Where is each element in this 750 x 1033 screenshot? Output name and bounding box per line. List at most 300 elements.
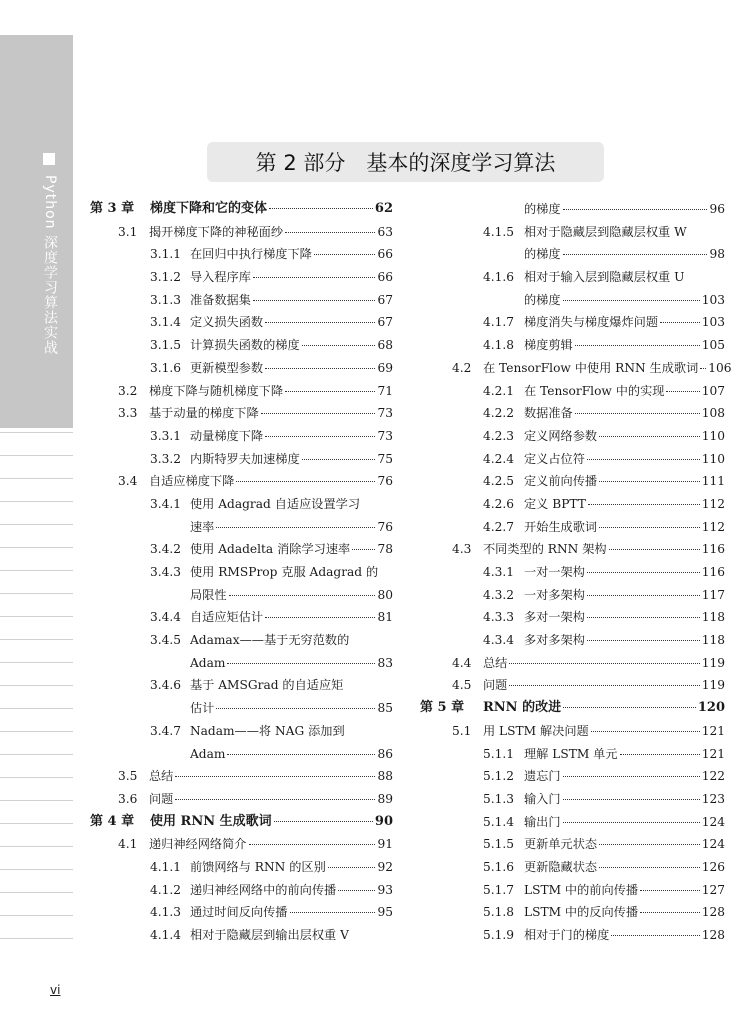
toc-entry-page: 96 <box>709 202 725 216</box>
toc-entry-title: 问题 <box>483 678 508 693</box>
toc-entry-title: 在回归中执行梯度下降 <box>190 247 312 262</box>
dot-leader <box>509 663 699 664</box>
dot-leader <box>175 799 375 800</box>
toc-entry-number: 4.2.6 <box>483 496 515 511</box>
toc-entry-title: RNN 的改进 <box>483 700 562 716</box>
toc-entry-number: 5.1.5 <box>483 837 515 852</box>
toc-entry <box>420 516 725 539</box>
side-rule <box>0 662 73 663</box>
dot-leader <box>314 254 376 255</box>
side-rule <box>0 800 73 801</box>
toc-entry <box>420 243 725 266</box>
toc-entry-page: 110 <box>701 428 725 443</box>
side-rule <box>0 938 73 939</box>
toc-entry <box>420 402 725 425</box>
toc-entry-title: 遗忘门 <box>524 769 561 784</box>
toc-entry-number: 3.1.5 <box>150 338 182 353</box>
toc-entry <box>90 652 393 675</box>
toc-entry-title: 计算损失函数的梯度 <box>190 338 300 353</box>
side-rule <box>0 708 73 709</box>
toc-entry <box>420 334 725 357</box>
toc-entry-title: 使用 Adagrad 自适应设置学习 <box>190 496 361 511</box>
toc-entry-page: 121 <box>701 746 725 761</box>
toc-entry <box>420 584 725 607</box>
toc-entry-number: 3.3.2 <box>150 451 182 466</box>
toc-entry <box>420 879 725 902</box>
dot-leader <box>587 640 700 641</box>
dot-leader <box>611 935 699 936</box>
toc-entry-number: 5.1.2 <box>483 769 515 784</box>
toc-entry-title: 动量梯度下降 <box>190 428 264 443</box>
toc-entry <box>420 606 725 629</box>
side-rule <box>0 639 73 640</box>
toc-entry-number: 3.5 <box>118 769 138 784</box>
toc-entry-number: 4.3.1 <box>483 565 515 579</box>
toc-entry <box>90 901 393 924</box>
toc-entry <box>90 538 393 561</box>
dot-leader <box>175 776 375 777</box>
dot-leader <box>269 208 373 209</box>
toc-chapter-entry <box>420 697 725 720</box>
toc-entry-number: 5.1 <box>452 723 472 738</box>
toc-entry <box>90 629 393 652</box>
toc-entry-title: 的梯度 <box>524 202 561 216</box>
dot-leader <box>587 617 700 618</box>
toc-entry <box>90 357 393 380</box>
side-rule <box>0 478 73 479</box>
toc-entry-title: 定义网络参数 <box>524 428 598 443</box>
toc-entry-page: 107 <box>701 383 725 398</box>
toc-entry <box>90 720 393 743</box>
toc-entry <box>90 924 393 947</box>
toc-entry-number: 4.1.5 <box>483 224 515 239</box>
dot-leader <box>563 776 700 777</box>
dot-leader <box>253 277 376 278</box>
toc-entry-title: 相对于隐藏层到输出层权重 V <box>190 928 349 942</box>
toc-entry-number: 4.1.6 <box>483 270 515 285</box>
toc-entry-number: 3.4.3 <box>150 565 182 579</box>
toc-entry-page: 78 <box>377 542 393 557</box>
toc-right-column <box>420 198 732 947</box>
toc-entry-number: 4.3.2 <box>483 587 515 602</box>
toc-entry-page: 124 <box>701 814 725 829</box>
toc-entry-page: 128 <box>701 905 725 920</box>
toc-entry-page: 110 <box>701 451 725 466</box>
toc-entry-number: 4.1.8 <box>483 338 515 353</box>
toc-entry-number: 4.3.3 <box>483 610 515 625</box>
toc-entry <box>420 811 725 834</box>
toc-entry <box>420 765 725 788</box>
toc-entry-page: 119 <box>701 655 725 670</box>
toc-entry-page: 122 <box>701 769 725 784</box>
dot-leader <box>563 707 696 708</box>
toc-entry-title: LSTM 中的前向传播 <box>524 882 639 897</box>
part-title-banner <box>207 142 604 182</box>
toc-entry-page: 123 <box>701 791 725 806</box>
toc-entry-page: 91 <box>377 837 393 852</box>
toc-entry-number: 4.1.4 <box>150 928 182 942</box>
dot-leader <box>563 209 708 210</box>
toc-entry-number: 4.5 <box>452 678 472 693</box>
toc-entry <box>420 311 725 334</box>
toc-entry <box>420 833 725 856</box>
toc-entry-title: 定义 BPTT <box>524 496 586 511</box>
toc-entry <box>90 879 393 902</box>
dot-leader <box>609 549 700 550</box>
toc-entry <box>90 674 393 697</box>
toc-entry-page: 88 <box>377 769 393 784</box>
toc-entry-title: 不同类型的 RNN 架构 <box>483 542 607 557</box>
toc-entry-number: 3.3 <box>118 406 138 421</box>
dot-leader <box>265 617 375 618</box>
square-icon <box>43 153 55 165</box>
dot-leader <box>563 822 700 823</box>
dot-leader <box>588 504 700 505</box>
toc-entry-title: 梯度下降与随机梯度下降 <box>149 383 284 398</box>
side-rule <box>0 892 73 893</box>
dot-leader <box>265 368 375 369</box>
dot-leader <box>249 844 376 845</box>
toc-left-column <box>90 198 393 947</box>
toc-entry-number: 4.3.4 <box>483 633 515 648</box>
part-title: 第 2 部分 基本的深度学习算法 <box>255 151 556 175</box>
toc-entry-title: 总结 <box>149 769 174 784</box>
toc-entry-number: 4.1.1 <box>150 859 182 874</box>
side-rule <box>0 685 73 686</box>
dot-leader <box>274 821 373 822</box>
toc-entry <box>90 334 393 357</box>
toc-entry-title: 局限性 <box>190 587 227 602</box>
toc-entry-title: 递归神经网络中的前向传播 <box>190 882 337 897</box>
side-rule <box>0 593 73 594</box>
toc-entry-number: 3.4.6 <box>150 678 182 693</box>
toc-entry-page: 89 <box>377 791 393 806</box>
toc-entry-title: 的梯度 <box>524 292 561 307</box>
toc-entry-page: 124 <box>701 837 725 852</box>
toc-entry-number: 3.4 <box>118 474 138 489</box>
toc-entry-page: 112 <box>701 519 725 534</box>
toc-entry-title: Adam <box>190 746 226 761</box>
toc-entry-title: 梯度剪辑 <box>524 338 573 353</box>
toc-entry-page: 116 <box>701 565 725 579</box>
side-rule <box>0 823 73 824</box>
toc-chapter-entry <box>90 198 393 221</box>
toc-entry-title: 准备数据集 <box>190 292 251 307</box>
dot-leader <box>599 436 700 437</box>
toc-entry-title: 一对一架构 <box>524 565 585 579</box>
toc-entry <box>90 833 393 856</box>
toc-entry-number: 第 3 章 <box>90 201 135 216</box>
dot-leader <box>216 708 375 709</box>
dot-leader <box>302 345 376 346</box>
dot-leader <box>640 890 700 891</box>
toc-entry-number: 3.4.5 <box>150 633 182 648</box>
toc-entry-title: 问题 <box>149 791 174 806</box>
toc-entry-title: 使用 Adadelta 消除学习速率 <box>190 542 351 557</box>
toc-entry-title: 使用 RNN 生成歌词 <box>150 813 272 829</box>
toc-entry <box>420 924 725 947</box>
side-rule <box>0 915 73 916</box>
toc-entry-title: 多对多架构 <box>524 633 585 648</box>
toc-entry <box>420 538 725 561</box>
dot-leader <box>338 890 375 891</box>
toc-entry-number: 第 5 章 <box>420 700 465 716</box>
toc-entry-title: Adamax——基于无穷范数的 <box>190 633 350 648</box>
toc-entry-number: 3.6 <box>118 791 138 806</box>
toc-entry-title: 揭开梯度下降的神秘面纱 <box>149 224 284 239</box>
toc-entry-number: 3.1.6 <box>150 360 182 375</box>
toc-entry <box>90 584 393 607</box>
dot-leader <box>227 663 375 664</box>
toc-entry-page: 103 <box>701 315 725 330</box>
toc-entry-title: 定义损失函数 <box>190 315 264 330</box>
toc-entry-title: 输入门 <box>524 791 561 806</box>
side-rule-lines <box>0 432 73 961</box>
toc-entry-number: 4.2.4 <box>483 451 515 466</box>
dot-leader <box>599 867 700 868</box>
toc-entry-page: 93 <box>377 882 393 897</box>
toc-entry <box>90 788 393 811</box>
toc-entry-title: 基于动量的梯度下降 <box>149 406 259 421</box>
dot-leader <box>290 912 376 913</box>
toc-entry-title: 一对多架构 <box>524 587 585 602</box>
toc-entry-page: 76 <box>377 519 393 534</box>
toc-entry-page: 81 <box>377 610 393 625</box>
dot-leader <box>575 345 700 346</box>
toc-entry-title: 更新隐藏状态 <box>524 859 598 874</box>
toc-entry-number: 3.1 <box>118 224 138 239</box>
toc-entry <box>420 629 725 652</box>
side-rule <box>0 501 73 502</box>
toc-entry-page: 117 <box>701 587 725 602</box>
toc-entry <box>420 652 725 675</box>
toc-entry-title: 更新单元状态 <box>524 837 598 852</box>
dot-leader <box>328 867 376 868</box>
toc-entry-number: 3.4.7 <box>150 723 182 738</box>
toc-entry-page: 103 <box>701 292 725 307</box>
toc-entry <box>420 856 725 879</box>
dot-leader <box>302 459 376 460</box>
toc-entry <box>90 561 393 584</box>
toc-entry-number: 3.1.1 <box>150 247 182 262</box>
toc-entry-number: 5.1.3 <box>483 791 515 806</box>
dot-leader <box>587 595 700 596</box>
toc-entry-title: 梯度消失与梯度爆炸问题 <box>524 315 659 330</box>
toc-entry <box>90 425 393 448</box>
dot-leader <box>285 232 375 233</box>
toc-entry-title: 定义占位符 <box>524 451 585 466</box>
toc-entry-page: 120 <box>697 700 725 716</box>
toc-entry-title: 相对于门的梯度 <box>524 928 610 942</box>
side-rule <box>0 432 73 433</box>
dot-leader <box>236 481 375 482</box>
toc-entry-title: 递归神经网络简介 <box>149 837 247 852</box>
toc-entry-page: 67 <box>377 315 393 330</box>
toc-entry-title: 自适应矩估计 <box>190 610 264 625</box>
side-rule <box>0 524 73 525</box>
dot-leader <box>229 595 376 596</box>
toc-entry-page: 116 <box>701 542 725 557</box>
toc-entry-page: 119 <box>701 678 725 693</box>
toc-entry-page: 63 <box>377 224 393 239</box>
toc-entry-number: 4.4 <box>452 655 472 670</box>
side-rule <box>0 869 73 870</box>
side-tab <box>0 35 73 428</box>
toc-entry-number: 4.2.5 <box>483 474 515 489</box>
toc-entry <box>420 357 732 380</box>
toc-entry-number: 3.2 <box>118 383 138 398</box>
toc-entry <box>420 743 725 766</box>
toc-entry <box>90 697 393 720</box>
toc-entry-page: 62 <box>374 201 393 216</box>
dot-leader <box>620 754 700 755</box>
toc-entry-number: 4.2.7 <box>483 519 515 534</box>
toc-chapter-entry <box>90 811 393 834</box>
dot-leader <box>509 685 699 686</box>
toc-entry <box>90 402 393 425</box>
toc-entry <box>90 606 393 629</box>
toc-entry-page: 90 <box>374 813 393 829</box>
toc-entry <box>420 380 725 403</box>
dot-leader <box>227 754 375 755</box>
toc-entry-title: 梯度下降和它的变体 <box>150 201 268 216</box>
toc-entry-number: 4.2.1 <box>483 383 515 398</box>
toc-entry-page: 73 <box>377 428 393 443</box>
toc-entry <box>90 311 393 334</box>
side-rule <box>0 570 73 571</box>
toc-entry-title: 相对于隐藏层到隐藏层权重 W <box>524 224 687 239</box>
toc-entry-page: 121 <box>701 723 725 738</box>
dot-leader <box>575 413 700 414</box>
toc-entry-page: 126 <box>701 859 725 874</box>
toc-entry-page: 86 <box>377 746 393 761</box>
toc-entry-number: 5.1.1 <box>483 746 515 761</box>
toc-entry-page: 66 <box>377 270 393 285</box>
toc-entry-number: 3.3.1 <box>150 428 182 443</box>
side-rule <box>0 547 73 548</box>
toc-entry-number: 3.4.2 <box>150 542 182 557</box>
toc-entry-page: 118 <box>701 633 725 648</box>
toc-entry-title: 使用 RMSProp 克服 Adagrad 的 <box>190 565 379 579</box>
toc-entry-number: 4.1.2 <box>150 882 182 897</box>
toc-entry-page: 76 <box>377 474 393 489</box>
toc-entry-number: 4.2.3 <box>483 428 515 443</box>
toc-entry-title: 更新模型参数 <box>190 360 264 375</box>
toc-entry-number: 3.1.4 <box>150 315 182 330</box>
toc-entry <box>90 289 393 312</box>
toc-entry <box>90 765 393 788</box>
toc-entry-page: 85 <box>377 701 393 716</box>
toc-entry-number: 4.2.2 <box>483 406 515 421</box>
toc-entry-number: 4.2 <box>452 360 472 375</box>
dot-leader <box>285 391 375 392</box>
dot-leader <box>216 527 375 528</box>
dot-leader <box>700 368 706 369</box>
page-number: vi <box>50 983 61 997</box>
dot-leader <box>563 300 700 301</box>
toc-entry-title: 理解 LSTM 单元 <box>524 746 618 761</box>
toc-entry <box>420 901 725 924</box>
toc-entry-page: 75 <box>377 451 393 466</box>
toc-entry-title: 输出门 <box>524 814 561 829</box>
toc-entry-number: 5.1.7 <box>483 882 515 897</box>
toc-entry-title: 的梯度 <box>524 247 561 262</box>
toc-entry-page: 80 <box>377 587 393 602</box>
dot-leader <box>599 481 700 482</box>
toc-entry-page: 66 <box>377 247 393 262</box>
toc-entry-number: 3.1.3 <box>150 292 182 307</box>
dot-leader <box>599 844 700 845</box>
dot-leader <box>599 527 700 528</box>
toc-entry-page: 69 <box>377 360 393 375</box>
toc-entry-number: 4.1.7 <box>483 315 515 330</box>
toc-entry <box>420 289 725 312</box>
toc-entry-title: 在 TensorFlow 中使用 RNN 生成歌词 <box>483 360 699 375</box>
toc-entry-number: 4.1 <box>118 837 138 852</box>
dot-leader <box>265 436 375 437</box>
toc-entry <box>90 470 393 493</box>
toc-entry-title: 开始生成歌词 <box>524 519 598 534</box>
toc-entry-title: 自适应梯度下降 <box>149 474 235 489</box>
toc-entry <box>90 516 393 539</box>
toc-entry-title: 数据准备 <box>524 406 573 421</box>
toc-entry <box>420 221 725 244</box>
side-rule <box>0 731 73 732</box>
toc-entry-number: 3.4.4 <box>150 610 182 625</box>
toc-entry-page: 73 <box>377 406 393 421</box>
toc-entry-title: 估计 <box>190 701 215 716</box>
toc-entry-number: 5.1.4 <box>483 814 515 829</box>
toc-entry-title: 用 LSTM 解决问题 <box>483 723 589 738</box>
toc-entry-title: 速率 <box>190 519 215 534</box>
toc-entry-title: 导入程序库 <box>190 270 251 285</box>
toc-entry-title: Adam <box>190 655 226 670</box>
dot-leader <box>591 731 700 732</box>
toc-entry-title: LSTM 中的反向传播 <box>524 905 639 920</box>
dot-leader <box>563 799 700 800</box>
toc-entry <box>420 720 725 743</box>
dot-leader <box>253 300 376 301</box>
toc-entry-title: 内斯特罗夫加速梯度 <box>190 451 300 466</box>
toc-entry <box>420 448 725 471</box>
toc-entry-page: 118 <box>701 610 725 625</box>
toc-entry <box>90 380 393 403</box>
toc-entry-page: 111 <box>701 474 725 489</box>
toc-entry-page: 98 <box>709 247 725 262</box>
toc-entry-page: 128 <box>701 928 725 942</box>
toc-entry-number: 5.1.6 <box>483 859 515 874</box>
toc-entry-page: 68 <box>377 338 393 353</box>
dot-leader <box>261 413 376 414</box>
dot-leader <box>640 912 700 913</box>
dot-leader <box>666 391 699 392</box>
toc-entry <box>420 470 725 493</box>
toc-entry <box>90 448 393 471</box>
toc-entry-number: 3.1.2 <box>150 270 182 285</box>
toc-entry-title: 前馈网络与 RNN 的区别 <box>190 859 326 874</box>
toc-entry-number: 4.1.3 <box>150 905 182 920</box>
toc-entry <box>420 493 725 516</box>
toc-entry <box>90 856 393 879</box>
dot-leader <box>563 254 708 255</box>
toc-entry-number: 5.1.8 <box>483 905 515 920</box>
toc-entry <box>420 674 725 697</box>
toc-entry-title: 通过时间反向传播 <box>190 905 288 920</box>
dot-leader <box>587 572 700 573</box>
toc-entry-page: 83 <box>377 655 393 670</box>
toc-entry-page: 71 <box>377 383 393 398</box>
toc-entry-page: 112 <box>701 496 725 511</box>
